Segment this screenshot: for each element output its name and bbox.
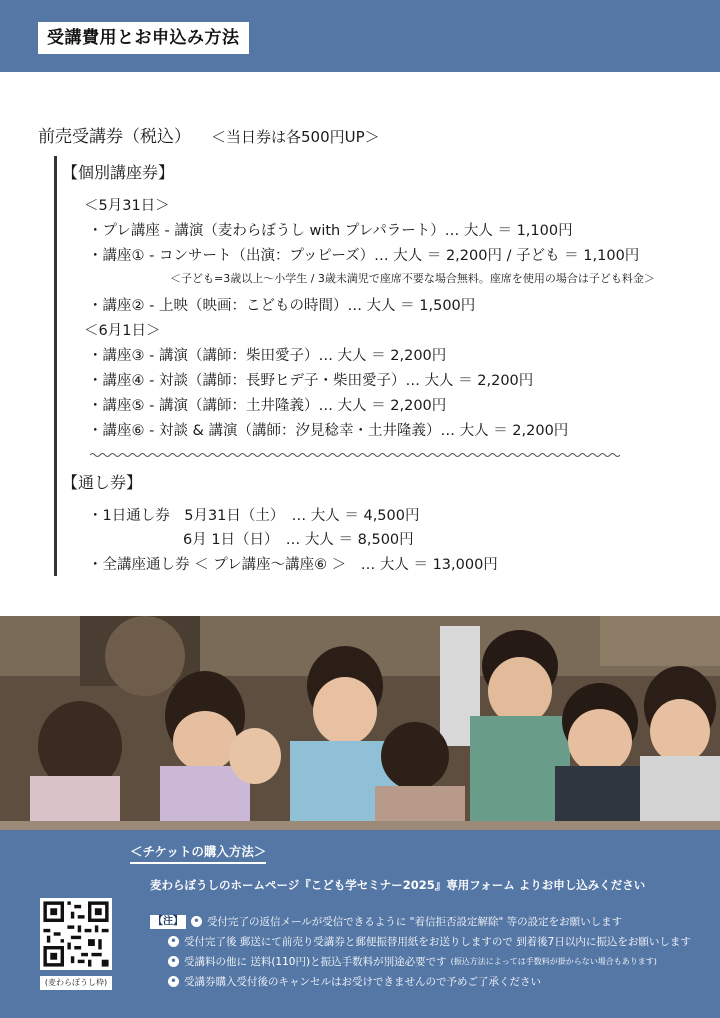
list-item: ・講座⑤ - 講演（講師：土井隆義）… 大人 ＝ 2,200円: [88, 398, 447, 414]
children-photo: [0, 616, 720, 830]
page-title: 受講費用とお申込み方法: [38, 22, 249, 54]
qr-caption: (麦わらぼうし枠): [40, 976, 112, 990]
note-row: [168, 934, 691, 949]
list-item: ・講座① - コンサート（出演：プッピーズ）… 大人 ＝ 2,200円 / 子ども ＝ 1,100円: [88, 248, 640, 264]
list-item: ・プレ講座 - 講演（麦わらぼうし with プレパラート）… 大人 ＝ 1,100円: [88, 223, 573, 239]
heading-label: 前売受講券（税込）: [38, 127, 191, 147]
child-note: ＜子ども=3歳以上～小学生 / 3歳未満児で座席不要な場合無料。座席を使用の場合は子ども料金＞: [170, 272, 655, 285]
list-item: ・全講座通し券 ＜ プレ講座～講座⑥ ＞ … 大人 ＝ 13,000円: [88, 557, 498, 573]
list-item: ・講座④ - 対談（講師：長野ヒデ子・柴田愛子）… 大人 ＝ 2,200円: [88, 373, 534, 389]
bullet-icon: •: [191, 916, 202, 927]
apply-instruction: 麦わらぼうしのホームページ『こども学セミナー2025』専用フォーム よりお申し込みください: [150, 878, 646, 892]
note-row: [150, 914, 622, 929]
wavy-divider: [90, 452, 620, 458]
note-row: [168, 974, 541, 989]
note-text: 受講料の他に 送料(110円)と振込手数料が別途必要です: [184, 956, 447, 968]
note-tag: 【注】: [150, 915, 186, 929]
note-text: 受付完了後 郵送にて前売り受講券と郵便振替用紙をお送りしますので 到着後7日以内に振込をお願いします: [184, 936, 691, 948]
qr-code-icon: [40, 898, 112, 970]
list-item: ・1日通し券 5月31日（土） … 大人 ＝ 4,500円: [88, 508, 420, 524]
bullet-icon: •: [168, 956, 179, 967]
section-bar: [54, 156, 57, 576]
header-band: [0, 0, 720, 72]
note-text: 受講券購入受付後のキャンセルはお受けできませんので予めご了承ください: [184, 976, 541, 988]
date-may31: ＜5月31日＞: [84, 198, 170, 214]
date-jun1: ＜6月1日＞: [84, 323, 161, 339]
ticket-section: [0, 72, 720, 616]
individual-title: 【個別講座券】: [62, 163, 175, 182]
advance-ticket-heading: [38, 122, 380, 147]
note-text: 受付完了の返信メールが受信できるように "着信拒否設定解除" 等の設定をお願いします: [207, 916, 623, 928]
note-small: (振込方法によっては手数料が掛からない場合もあります): [450, 957, 657, 966]
bullet-icon: •: [168, 936, 179, 947]
purchase-title: ＜チケットの購入方法＞: [130, 842, 266, 864]
bullet-icon: •: [168, 976, 179, 987]
list-item: ・講座② - 上映（映画：こどもの時間）… 大人 ＝ 1,500円: [88, 298, 476, 314]
purchase-section: [0, 830, 720, 1018]
list-item: 6月 1日（日） … 大人 ＝ 8,500円: [183, 532, 414, 548]
pass-title: 【通し券】: [62, 473, 143, 492]
heading-note: ＜当日券は各500円UP＞: [211, 128, 380, 146]
list-item: ・講座⑥ - 対談 & 講演（講師：汐見稔幸・土井隆義）… 大人 ＝ 2,200円: [88, 423, 569, 439]
note-row: [168, 954, 657, 969]
list-item: ・講座③ - 講演（講師：柴田愛子）… 大人 ＝ 2,200円: [88, 348, 447, 364]
qr-code[interactable]: [40, 898, 112, 970]
